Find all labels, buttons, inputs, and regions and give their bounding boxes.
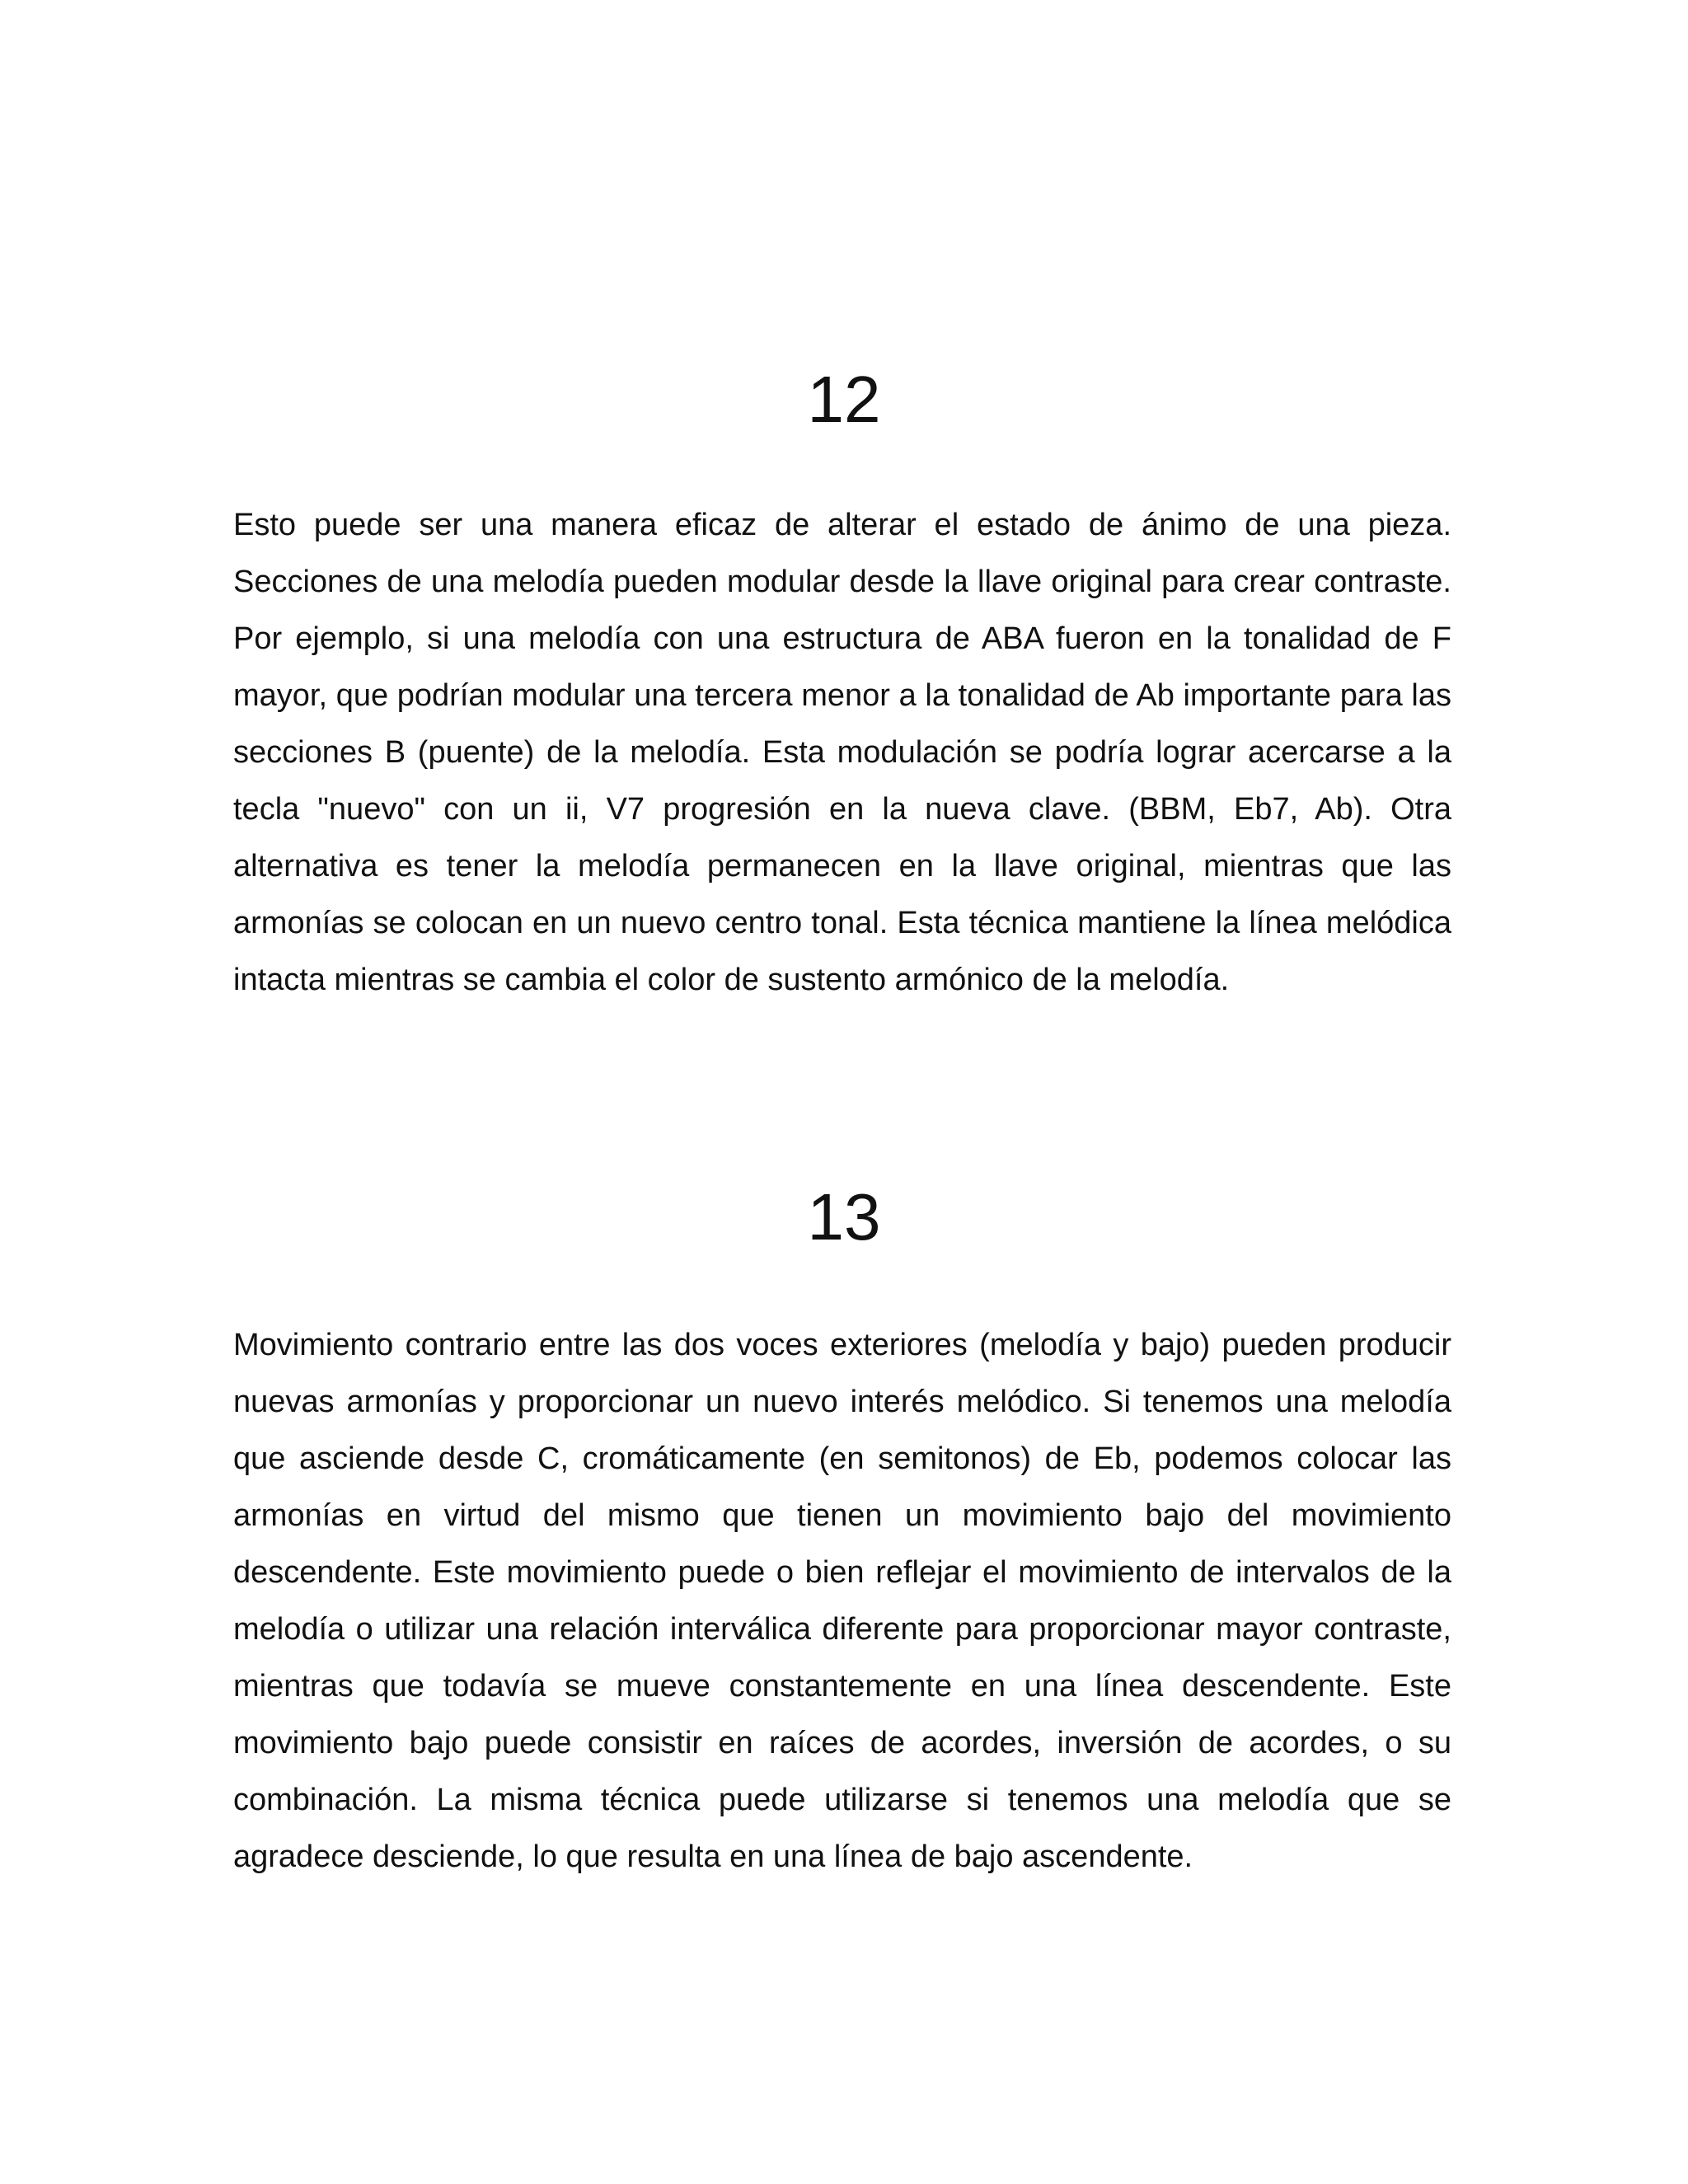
section-12-paragraph: Esto puede ser una manera eficaz de alterar el estado de ánimo de una pieza. Secciones de una melodía pueden modular desde la llave original para crear contraste. Por ejemplo, si una melodía con una estructura de ABA fueron en la tonalidad de F mayor, que podrían modular una tercera menor a la tonalidad de Ab importante para las secciones B (puente) de la melodía. Esta modulación se podría lograr acercarse a la tecla "nuevo" con un ii, V7 progresión en la nueva clave. (BBM, Eb7, Ab). Otra alternativa es tener la melodía permanecen en la llave original, mientras que las armonías se colocan en un nuevo centro tonal. Esta técnica mantiene la línea melódica intacta mientras se cambia el color de sustento armónico de la melodía. bbox=[233, 508, 1451, 997]
section-number-13: 13 bbox=[807, 1180, 881, 1254]
section-number-12: 12 bbox=[807, 363, 881, 436]
section-13-paragraph: Movimiento contrario entre las dos voces exteriores (melodía y bajo) pueden producir nuevas armonías y proporcionar un nuevo interés melódico. Si tenemos una melodía que asciende desde C, cromáticamente (en semitonos) de Eb, podemos colocar las armonías en virtud del mismo que tienen un movimiento bajo del movimiento descendente. Este movimiento puede o bien reflejar el movimiento de intervalos de la melodía o utilizar una relación interválica diferente para proporcionar mayor contraste, mientras que todavía se mueve constantemente en una línea descendente. Este movimiento bajo puede consistir en raíces de acordes, inversión de acordes, o su combinación. La misma técnica puede utilizarse si tenemos una melodía que se agradece desciende, lo que resulta en una línea de bajo ascendente. bbox=[233, 1328, 1451, 1874]
